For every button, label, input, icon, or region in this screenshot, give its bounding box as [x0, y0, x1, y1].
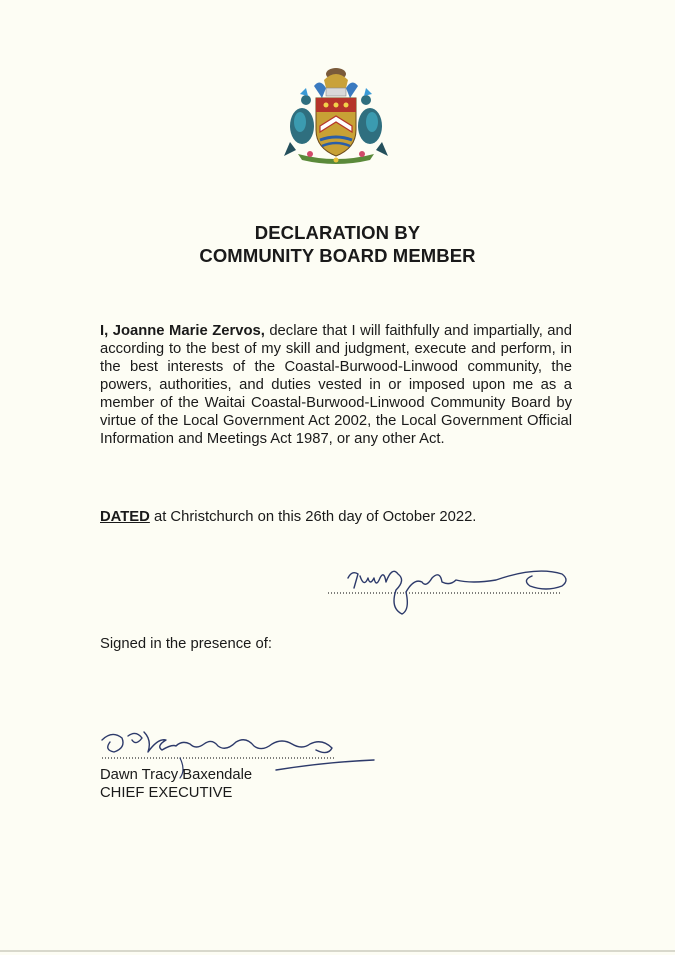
dated-text: at Christchurch on this 26th day of October 2022. — [149, 509, 477, 525]
signed-in-presence-text: Signed in the presence of: — [100, 636, 272, 652]
witness-title: CHIEF EXECUTIVE — [100, 785, 233, 801]
witness-block — [100, 766, 252, 802]
dated-line — [100, 508, 476, 526]
declarant-name: I, Joanne Marie Zervos, — [100, 323, 265, 339]
witness-name: Dawn Tracy Baxendale — [100, 767, 253, 783]
page-bottom-edge — [0, 950, 675, 952]
coat-of-arms-icon — [280, 64, 392, 166]
declaration-paragraph — [100, 322, 572, 448]
declaration-body: declare that I will faithfully and impartially, and according to the best of my skill and judgment, execute and perform, in the best interests of the Coastal-Burwood-Linwood community, the powers, authorities, and duties vested in or imposed upon me as a member of the Waitai Coastal-Burwood-Linwood Community Board by virtue of the Local Government Act 2002, the Local Government Official Information and Meetings Act 1987, or any other Act. — [100, 323, 572, 447]
document-title-line-2: COMMUNITY BOARD MEMBER — [199, 245, 476, 266]
dated-keyword: DATED — [100, 509, 150, 525]
declarant-signature — [326, 556, 571, 618]
document-title-line-1: DECLARATION BY — [254, 222, 421, 243]
